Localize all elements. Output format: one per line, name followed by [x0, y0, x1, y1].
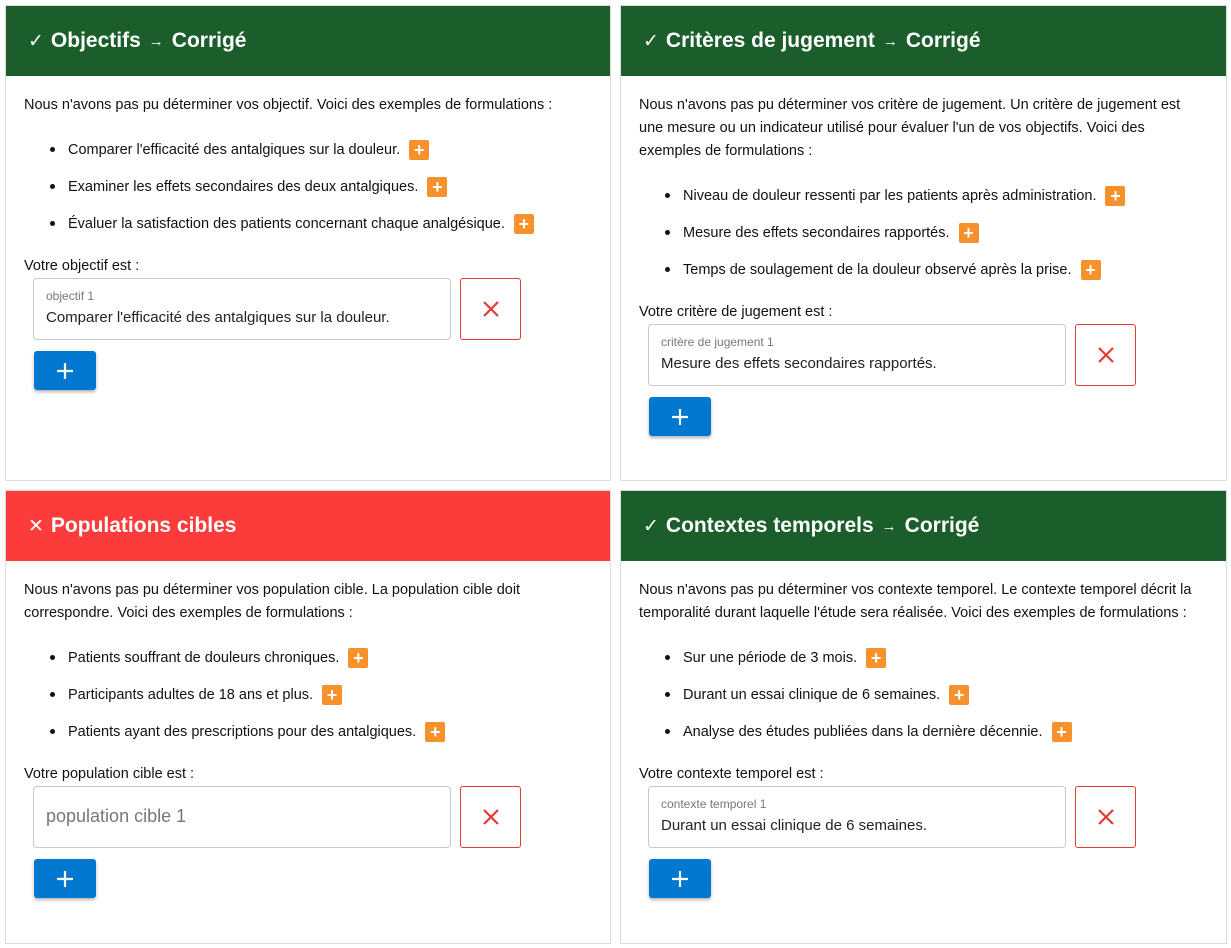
example-item [50, 131, 592, 168]
plus-icon [56, 362, 74, 380]
card-title: Populations cibles [50, 514, 237, 537]
examples-list [24, 131, 592, 242]
critere-input[interactable] [648, 324, 1066, 386]
answer-row [648, 786, 1208, 848]
answer-row [33, 786, 592, 848]
add-example-button[interactable]: + [427, 177, 447, 197]
close-icon [1097, 808, 1115, 826]
check-icon: ✓ [28, 30, 44, 52]
example-text: Niveau de douleur ressenti par les patients après administration. [683, 187, 1097, 204]
delete-button[interactable] [1075, 786, 1136, 848]
example-text: Examiner les effets secondaires des deux antalgiques. [68, 178, 419, 195]
contexte-input[interactable] [648, 786, 1066, 848]
field-value: Comparer l'efficacité des antalgiques sur la douleur. [46, 309, 390, 326]
example-text: Patients souffrant de douleurs chroniques. [68, 649, 340, 666]
add-example-button[interactable]: + [514, 214, 534, 234]
plus-icon [56, 870, 74, 888]
example-text: Patients ayant des prescriptions pour des antalgiques. [68, 723, 417, 740]
objectif-input[interactable] [33, 278, 451, 340]
description: Nous n'avons pas pu déterminer vos objectif. Voici des exemples de formulations : [24, 97, 553, 113]
bullet-icon [665, 267, 670, 272]
close-icon [482, 300, 500, 318]
card-title: Objectifs [50, 29, 141, 52]
example-item [665, 251, 1208, 288]
add-button[interactable] [649, 397, 711, 436]
example-text: Évaluer la satisfaction des patients concernant chaque analgésique. [68, 215, 505, 232]
population-input[interactable] [33, 786, 451, 848]
bullet-icon [50, 221, 55, 226]
card-header [621, 491, 1226, 561]
add-button[interactable] [34, 351, 96, 390]
status-text: Corrigé [904, 514, 980, 537]
field-label: contexte temporel 1 [661, 797, 767, 811]
example-item [50, 168, 592, 205]
example-item [665, 639, 1208, 676]
example-text: Mesure des effets secondaires rapportés. [683, 224, 950, 241]
add-example-button[interactable]: + [866, 648, 886, 668]
field-label: critère de jugement 1 [661, 335, 774, 349]
description: Nous n'avons pas pu déterminer vos contexte temporel. Le contexte temporel décrit la temporalité durant laquelle l'étude sera réalisée. Voici des exemples de formulations : [639, 582, 1192, 621]
field-placeholder: population cible 1 [46, 806, 187, 826]
example-text: Analyse des études publiées dans la dernière décennie. [683, 723, 1043, 740]
add-example-button[interactable]: + [409, 140, 429, 160]
check-icon: ✓ [643, 515, 659, 537]
examples-list [24, 639, 592, 750]
card-populations [5, 490, 611, 944]
bullet-icon [50, 692, 55, 697]
example-item [665, 676, 1208, 713]
add-button[interactable] [34, 859, 96, 898]
bullet-icon [665, 729, 670, 734]
plus-icon [671, 408, 689, 426]
answer-row [648, 324, 1208, 386]
bullet-icon [50, 184, 55, 189]
bullet-icon [665, 655, 670, 660]
add-example-button[interactable]: + [949, 685, 969, 705]
field-label: objectif 1 [46, 289, 95, 303]
example-item [50, 676, 592, 713]
plus-icon [671, 870, 689, 888]
field-value: Mesure des effets secondaires rapportés. [661, 355, 937, 372]
card-title: Critères de jugement [665, 29, 875, 52]
delete-button[interactable] [460, 786, 521, 848]
card-header [6, 491, 610, 561]
bullet-icon [665, 193, 670, 198]
description: Nous n'avons pas pu déterminer vos population cible. La population cible doit correspondre. Voici des exemples de formulations : [24, 582, 521, 621]
check-icon: ✓ [643, 30, 659, 52]
add-example-button[interactable]: + [1052, 722, 1072, 742]
add-example-button[interactable]: + [425, 722, 445, 742]
examples-list [639, 177, 1208, 288]
answer-label: Votre critère de jugement est : [639, 304, 833, 320]
bullet-icon [50, 147, 55, 152]
answer-row [33, 278, 592, 340]
example-text: Durant un essai clinique de 6 semaines. [683, 686, 941, 703]
answer-label: Votre population cible est : [24, 766, 195, 782]
card-header [621, 6, 1226, 76]
bullet-icon [665, 230, 670, 235]
card-title: Contextes temporels [665, 514, 874, 537]
add-example-button[interactable]: + [1105, 186, 1125, 206]
bullet-icon [665, 692, 670, 697]
add-example-button[interactable]: + [348, 648, 368, 668]
example-text: Comparer l'efficacité des antalgiques sur la douleur. [68, 141, 401, 158]
delete-button[interactable] [1075, 324, 1136, 386]
close-icon: ✕ [28, 515, 44, 537]
answer-label: Votre contexte temporel est : [639, 766, 824, 782]
example-text: Participants adultes de 18 ans et plus. [68, 686, 314, 703]
add-example-button[interactable]: + [322, 685, 342, 705]
description: Nous n'avons pas pu déterminer vos critère de jugement. Un critère de jugement est une mesure ou un indicateur utilisé pour évaluer l'un de vos objectifs. Voici des exemples de formulations : [639, 97, 1181, 159]
examples-list [639, 639, 1208, 750]
add-example-button[interactable]: + [959, 223, 979, 243]
example-item [50, 639, 592, 676]
delete-button[interactable] [460, 278, 521, 340]
close-icon [482, 808, 500, 826]
example-text: Sur une période de 3 mois. [683, 649, 858, 666]
arrow-icon: → [148, 32, 164, 50]
arrow-icon: → [881, 517, 897, 535]
bullet-icon [50, 729, 55, 734]
status-text: Corrigé [905, 29, 981, 52]
example-item [665, 214, 1208, 251]
close-icon [1097, 346, 1115, 364]
bullet-icon [50, 655, 55, 660]
arrow-icon: → [882, 32, 898, 50]
example-text: Temps de soulagement de la douleur observé après la prise. [683, 261, 1072, 278]
example-item [50, 205, 592, 242]
example-item [50, 713, 592, 750]
card-criteres [620, 5, 1227, 481]
example-item [665, 713, 1208, 750]
card-contextes [620, 490, 1227, 944]
field-value: Durant un essai clinique de 6 semaines. [661, 817, 927, 834]
card-objectifs [5, 5, 611, 481]
example-item [665, 177, 1208, 214]
add-button[interactable] [649, 859, 711, 898]
add-example-button[interactable]: + [1081, 260, 1101, 280]
status-text: Corrigé [171, 29, 247, 52]
card-header [6, 6, 610, 76]
answer-label: Votre objectif est : [24, 258, 140, 274]
